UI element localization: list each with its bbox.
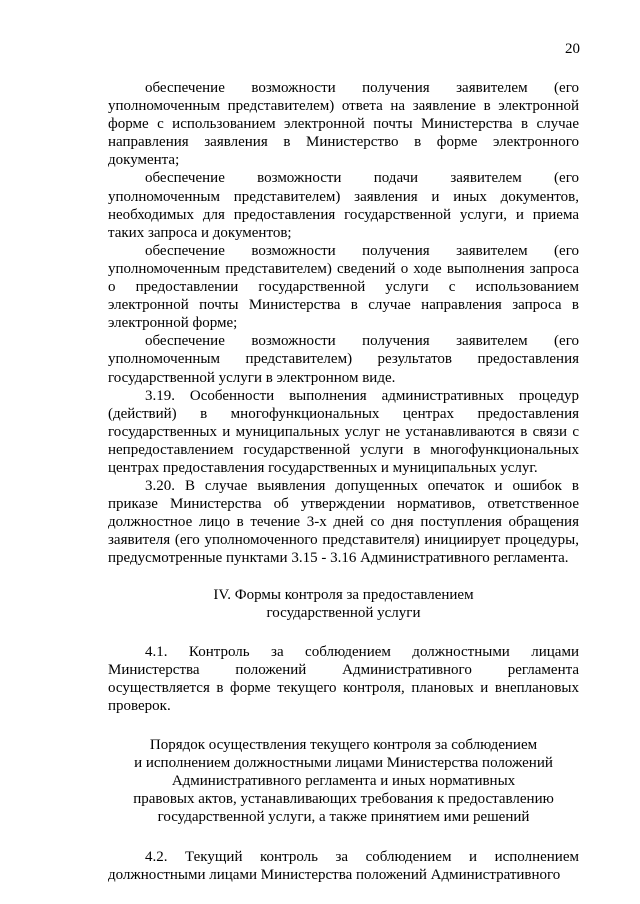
section-heading-line: государственной услуги	[266, 604, 421, 621]
paragraph-3-20: 3.20. В случае выявления допущенных опечаток и ошибок в приказе Министерства об утверждении нормативов, ответственное должностное лицо в течение 3-х дней со дня поступления обращения заявителя (его уполномоченного представителя) инициирует процедуры, предусмотренные пунктами 3.15 - 3.16 Административного регламента.	[108, 478, 579, 567]
subheading-line: государственной услуги, а также принятием ими решений	[157, 809, 530, 826]
paragraph-4-1: 4.1. Контроль за соблюдением должностными лицами Министерства положений Административного регламента осуществляется в форме текущего контроля, плановых и внеплановых проверок.	[108, 643, 579, 714]
subheading-line: и исполнением должностными лицами Министерства положений	[134, 755, 553, 772]
section-heading-line: IV. Формы контроля за предоставлением	[213, 586, 474, 603]
paragraph-email-response: обеспечение возможности получения заявителем (его уполномоченным представителем) ответа на заявление в электронной форме с использованием электронной почты Министерства в случае направления заявления в Министерство в форме электронного документа;	[108, 80, 579, 169]
subheading-line: Порядок осуществления текущего контроля за соблюдением	[149, 737, 538, 754]
document-body	[108, 79, 579, 884]
paragraph-results: обеспечение возможности получения заявителем (его уполномоченным представителем) результатов предоставления государственной услуги в электронном виде.	[108, 333, 579, 386]
subheading-line: правовых актов, устанавливающих требования к предоставлению	[133, 791, 554, 808]
subheading-line: Административного регламента и иных нормативных	[171, 773, 516, 790]
page-number: 20	[565, 41, 580, 57]
subheading	[108, 736, 579, 826]
paragraph-submission: обеспечение возможности подачи заявителем (его уполномоченным представителем) заявления и иных документов, необходимых для предоставления государственной услуги, и приема таких запроса и документов;	[108, 170, 579, 241]
paragraph-status-info: обеспечение возможности получения заявителем (его уполномоченным представителем) сведений о ходе выполнения запроса о предоставлении государственной услуги с использованием электронной почты Министерства в случае направления запроса в электронной форме;	[108, 242, 579, 332]
section-heading	[108, 586, 579, 622]
paragraph-4-2: 4.2. Текущий контроль за соблюдением и исполнением должностными лицами Министерства положений Административного	[108, 848, 579, 883]
paragraph-3-19: 3.19. Особенности выполнения административных процедур (действий) в многофункциональных центрах предоставления государственных и муниципальных услуг не устанавливаются в связи с непредоставлением государственной услуги в многофункциональных центрах предоставления государственных и муниципальных услуг.	[108, 387, 579, 476]
